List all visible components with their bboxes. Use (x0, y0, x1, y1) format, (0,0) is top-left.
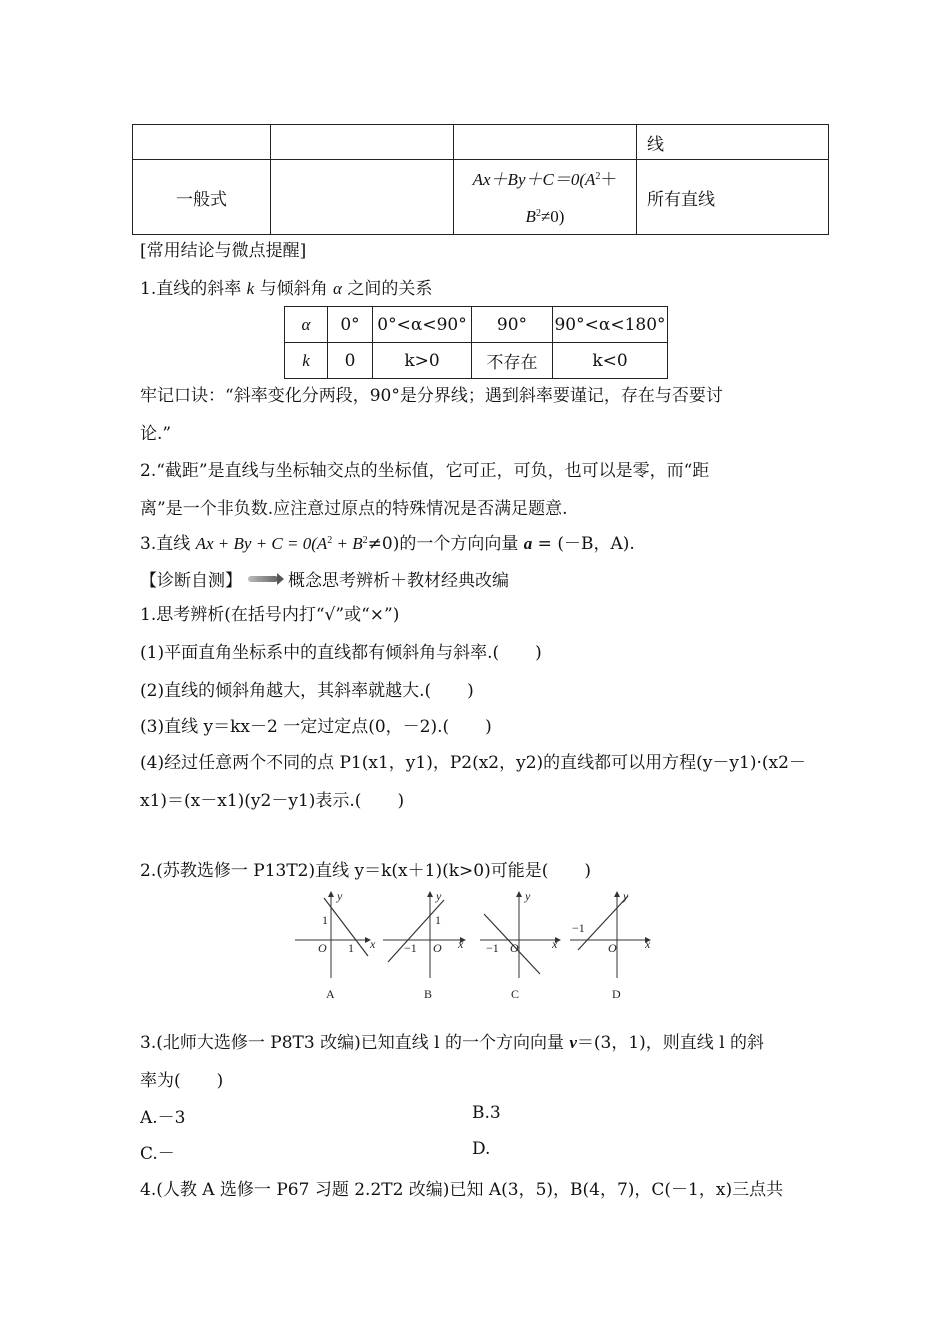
item-1: 1.直线的斜率 k 与倾斜角 α 之间的关系 (140, 279, 433, 299)
option-letter: D (612, 987, 621, 1001)
mnemonic-line-2: 论.” (140, 424, 172, 444)
option-letter: A (326, 987, 335, 1001)
q3-option-d: D. (472, 1139, 491, 1159)
slope-angle-table (284, 306, 668, 379)
intercept-label: −1 (572, 921, 585, 935)
intercept-label: 1 (435, 913, 441, 927)
q3-option-a: A.－3 (140, 1108, 186, 1128)
q3-line-1: 3.(北师大选修一 P8T3 改编)已知直线 l 的一个方向向量 v＝(3，1)，则直线 l 的斜 (140, 1033, 765, 1053)
section-heading: [常用结论与微点提醒] (140, 241, 307, 261)
table-cell: 所有直线 (637, 160, 829, 235)
table-row (285, 343, 668, 379)
origin-label: O (608, 941, 617, 955)
table-cell: k>0 (373, 343, 472, 379)
graph-d (570, 889, 651, 1001)
q1-statement-2: (2)直线的倾斜角越大，其斜率就越大.( ) (140, 681, 474, 701)
graph-c (480, 889, 560, 1001)
table-cell: k<0 (553, 343, 668, 379)
q4-line-1: 4.(人教 A 选修一 P67 习题 2.2T2 改编)已知 A(3，5)，B(4，7)，C(－1，x)三点共 (140, 1180, 784, 1200)
graph-b (383, 889, 465, 1001)
q1-statement-4-line-2: x1)＝(x－x1)(y2－y1)表示.( ) (140, 791, 405, 811)
table-cell: 0° (328, 307, 373, 343)
mnemonic-line-1: 牢记口诀：“斜率变化分两段，90°是分界线；遇到斜率要谨记，存在与否要讨 (140, 386, 723, 406)
table-cell: 90°<α<180° (553, 307, 668, 343)
diagnosis-header: 【诊断自测】 概念思考辨析＋教材经典改编 (140, 571, 509, 591)
item-3: 3.直线 $Ax + By + C = 0(A^2 + B^2\ne 0)$的一个方向向量 a = (－B，A). (140, 534, 635, 554)
intercept-label: −1 (404, 941, 417, 955)
axis-label: x (645, 937, 651, 951)
origin-label: O (318, 941, 327, 955)
axis-label: x (370, 937, 376, 951)
q1-statement-4-line-1: (4)经过任意两个不同的点 P1(x1，y1)，P2(x2，y2)的直线都可以用方程(y－y1)·(x2－ (140, 753, 806, 773)
q3-option-c: C.－ (140, 1144, 175, 1164)
axis-label: y (623, 889, 629, 903)
intercept-label: −1 (486, 941, 499, 955)
q1-statement-3: (3)直线 y＝kx－2 一定过定点(0，－2).( ) (140, 717, 492, 737)
origin-label: O (510, 941, 519, 955)
axis-label: x (458, 937, 464, 951)
q2-graphs (290, 886, 660, 1002)
axis-label: y (525, 889, 531, 903)
q3-option-b: B.3 (472, 1103, 501, 1123)
q3-line-2: 率为( ) (140, 1071, 224, 1091)
q1-title: 1.思考辨析(在括号内打“√”或“×”) (140, 605, 400, 625)
table-cell: 0 (328, 343, 373, 379)
table-cell: 不存在 (472, 343, 553, 379)
intercept-label: 1 (322, 913, 328, 927)
table-row (133, 160, 829, 235)
table-cell: 90° (472, 307, 553, 343)
arrow-icon (248, 576, 278, 582)
table-cell: 一般式 (133, 160, 271, 235)
axis-label: x (552, 937, 558, 951)
table-cell: 0°<α<90° (373, 307, 472, 343)
table-cell: 线 (637, 125, 829, 160)
table-cell: $Ax+By+C=0(A^2+$ $B^2\ne 0$) (454, 160, 637, 235)
axis-label: y (337, 889, 343, 903)
item-2-line-1: 2.“截距”是直线与坐标轴交点的坐标值，它可正，可负，也可以是零，而“距 (140, 461, 710, 481)
table-cell: α (285, 307, 328, 343)
table-row (285, 307, 668, 343)
item-2-line-2: 离”是一个非负数.应注意过原点的特殊情况是否满足题意. (140, 499, 568, 519)
origin-label: O (433, 941, 442, 955)
graph-line (578, 896, 628, 950)
top-table (132, 124, 829, 235)
option-letter: B (424, 987, 433, 1001)
graph-a (295, 889, 376, 1001)
table-cell: k (285, 343, 328, 379)
q1-statement-1: (1)平面直角坐标系中的直线都有倾斜角与斜率.( ) (140, 643, 542, 663)
q2-text: 2.(苏教选修一 P13T2)直线 y＝k(x＋1)(k>0)可能是( ) (140, 861, 591, 881)
option-letter: C (511, 987, 520, 1001)
intercept-label: 1 (348, 941, 354, 955)
table-row (133, 125, 829, 160)
axis-label: y (436, 889, 442, 903)
